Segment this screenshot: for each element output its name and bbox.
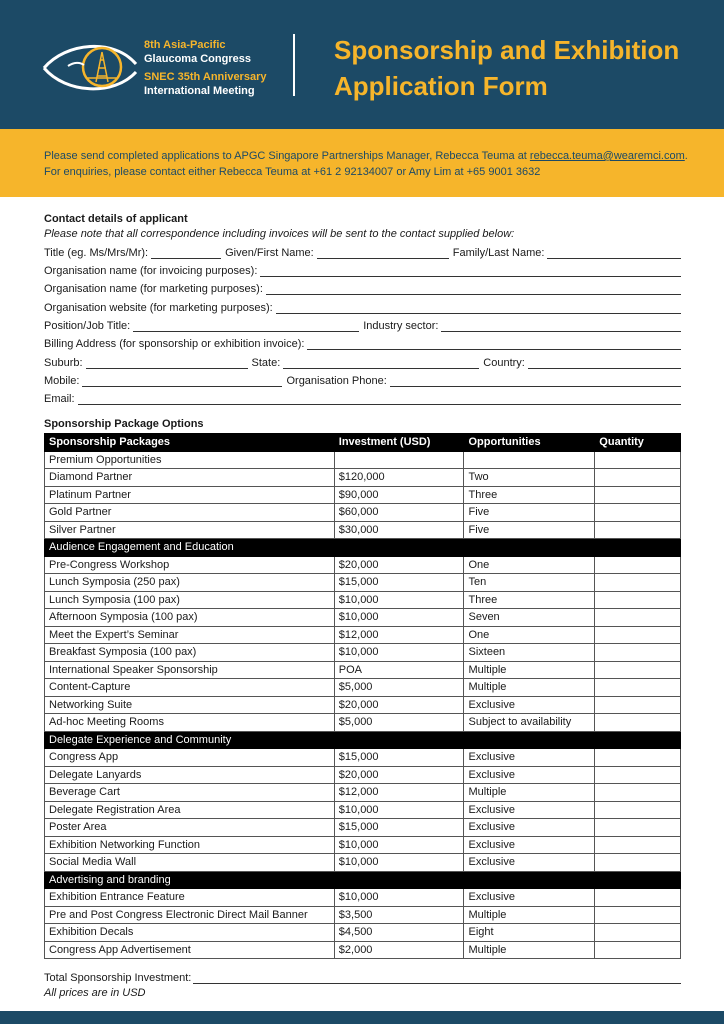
opportunities-cell: Multiple	[464, 941, 595, 959]
opportunities-cell: One	[464, 556, 595, 574]
investment-cell: $12,000	[334, 784, 464, 802]
investment-cell: $4,500	[334, 924, 464, 942]
total-row	[44, 968, 681, 984]
enquiries-text: For enquiries, please contact either Rebecca Teuma at +61 2 92134007 or Amy Lim at +65 9001 3632	[44, 166, 541, 178]
quantity-input-cell[interactable]	[595, 591, 681, 609]
category-label: Advertising and branding	[45, 871, 681, 889]
opportunities-cell: Two	[464, 469, 595, 487]
given-name-field[interactable]	[317, 247, 449, 259]
table-row	[45, 521, 681, 539]
empty-cell	[464, 451, 595, 469]
investment-cell: $10,000	[334, 644, 464, 662]
investment-cell: $5,000	[334, 679, 464, 697]
table-header-row	[45, 434, 681, 452]
quantity-input-cell[interactable]	[595, 504, 681, 522]
investment-cell: $5,000	[334, 714, 464, 732]
package-name-cell: Poster Area	[45, 819, 335, 837]
package-name-cell: Platinum Partner	[45, 486, 335, 504]
billing-row	[44, 334, 681, 350]
opportunities-cell: Three	[464, 591, 595, 609]
table-row	[45, 784, 681, 802]
table-row	[45, 644, 681, 662]
packages-heading: Sponsorship Package Options	[44, 418, 204, 430]
investment-cell: $15,000	[334, 574, 464, 592]
quantity-input-cell[interactable]	[595, 679, 681, 697]
quantity-input-cell[interactable]	[595, 906, 681, 924]
package-name-cell: Congress App	[45, 749, 335, 767]
title-line-1: Sponsorship and Exhibition	[334, 35, 680, 65]
email-label: Email:	[44, 393, 75, 405]
instructions-text	[44, 148, 704, 180]
total-label: Total Sponsorship Investment:	[44, 972, 192, 984]
opportunities-cell: One	[464, 626, 595, 644]
quantity-input-cell[interactable]	[595, 469, 681, 487]
package-name-cell: Exhibition Decals	[45, 924, 335, 942]
investment-cell: $20,000	[334, 766, 464, 784]
opportunities-cell: Exclusive	[464, 819, 595, 837]
org-marketing-row	[44, 279, 681, 295]
quantity-input-cell[interactable]	[595, 609, 681, 627]
quantity-input-cell[interactable]	[595, 819, 681, 837]
package-name-cell: Beverage Cart	[45, 784, 335, 802]
table-row	[45, 486, 681, 504]
table-row	[45, 609, 681, 627]
opportunities-cell: Exclusive	[464, 889, 595, 907]
quantity-input-cell[interactable]	[595, 766, 681, 784]
contact-email-link[interactable]: rebecca.teuma@wearemci.com	[529, 150, 685, 162]
event-name	[144, 39, 284, 98]
contact-heading: Contact details of applicant	[44, 213, 188, 225]
package-name-cell: Exhibition Entrance Feature	[45, 889, 335, 907]
page-header	[0, 0, 724, 129]
quantity-input-cell[interactable]	[595, 486, 681, 504]
quantity-input-cell[interactable]	[595, 801, 681, 819]
category-row	[45, 871, 681, 889]
title-field[interactable]	[151, 247, 221, 259]
address-row	[44, 353, 681, 369]
table-row	[45, 469, 681, 487]
package-name-cell: Lunch Symposia (100 pax)	[45, 591, 335, 609]
website-label: Organisation website (for marketing purposes):	[44, 302, 273, 314]
table-row	[45, 504, 681, 522]
opportunities-cell: Exclusive	[464, 836, 595, 854]
table-row	[45, 801, 681, 819]
opportunities-cell: Multiple	[464, 661, 595, 679]
quantity-input-cell[interactable]	[595, 626, 681, 644]
quantity-input-cell[interactable]	[595, 749, 681, 767]
col-quantity: Quantity	[595, 434, 681, 452]
packages-table	[44, 433, 681, 959]
position-label: Position/Job Title:	[44, 320, 131, 332]
quantity-input-cell[interactable]	[595, 836, 681, 854]
org-invoice-label: Organisation name (for invoicing purposes):	[44, 265, 258, 277]
opportunities-cell: Seven	[464, 609, 595, 627]
title-label: Title (eg. Ms/Mrs/Mr):	[44, 247, 149, 259]
state-field[interactable]	[283, 357, 479, 369]
table-row	[45, 749, 681, 767]
org-invoice-row	[44, 261, 681, 277]
country-label: Country:	[483, 357, 525, 369]
category-label: Audience Engagement and Education	[45, 539, 681, 557]
opportunities-cell: Three	[464, 486, 595, 504]
package-name-cell: Content-Capture	[45, 679, 335, 697]
table-row	[45, 889, 681, 907]
investment-cell: $10,000	[334, 609, 464, 627]
org-phone-label: Organisation Phone:	[286, 375, 387, 387]
event-line-2: Glaucoma Congress	[144, 52, 251, 65]
investment-cell: $15,000	[334, 819, 464, 837]
position-field[interactable]	[133, 320, 359, 332]
opportunities-cell: Ten	[464, 574, 595, 592]
package-name-cell: Delegate Lanyards	[45, 766, 335, 784]
family-name-label: Family/Last Name:	[452, 247, 545, 259]
category-label: Delegate Experience and Community	[45, 731, 681, 749]
opportunities-cell: Exclusive	[464, 766, 595, 784]
prices-note: All prices are in USD	[44, 987, 146, 999]
quantity-input-cell[interactable]	[595, 941, 681, 959]
package-name-cell: Gold Partner	[45, 504, 335, 522]
investment-cell: $12,000	[334, 626, 464, 644]
phone-row	[44, 371, 681, 387]
investment-cell: $10,000	[334, 801, 464, 819]
col-packages: Sponsorship Packages	[45, 434, 335, 452]
opportunities-cell: Five	[464, 504, 595, 522]
mobile-label: Mobile:	[44, 375, 80, 387]
package-name-cell: Networking Suite	[45, 696, 335, 714]
email-field[interactable]	[78, 393, 681, 405]
table-row	[45, 819, 681, 837]
package-name-cell: Diamond Partner	[45, 469, 335, 487]
package-name-cell: Exhibition Networking Function	[45, 836, 335, 854]
table-row	[45, 626, 681, 644]
investment-cell: $3,500	[334, 906, 464, 924]
package-name-cell: Pre-Congress Workshop	[45, 556, 335, 574]
billing-label: Billing Address (for sponsorship or exhibition invoice):	[44, 338, 305, 350]
opportunities-cell: Eight	[464, 924, 595, 942]
opportunities-cell: Subject to availability	[464, 714, 595, 732]
investment-cell: $120,000	[334, 469, 464, 487]
category-row	[45, 731, 681, 749]
table-row	[45, 556, 681, 574]
package-name-cell: Silver Partner	[45, 521, 335, 539]
org-marketing-field[interactable]	[266, 283, 681, 295]
quantity-input-cell[interactable]	[595, 644, 681, 662]
category-label: Premium Opportunities	[45, 451, 335, 469]
org-marketing-label: Organisation name (for marketing purposes):	[44, 283, 263, 295]
investment-cell: $10,000	[334, 591, 464, 609]
table-row	[45, 836, 681, 854]
package-name-cell: Meet the Expert’s Seminar	[45, 626, 335, 644]
opportunities-cell: Exclusive	[464, 696, 595, 714]
table-row	[45, 661, 681, 679]
packages-table-body	[45, 451, 681, 959]
position-row	[44, 316, 681, 332]
industry-label: Industry sector:	[363, 320, 439, 332]
table-row	[45, 679, 681, 697]
country-field[interactable]	[528, 357, 681, 369]
opportunities-cell: Sixteen	[464, 644, 595, 662]
header-divider	[293, 34, 295, 96]
package-name-cell: Breakfast Symposia (100 pax)	[45, 644, 335, 662]
table-row	[45, 941, 681, 959]
quantity-input-cell[interactable]	[595, 556, 681, 574]
opportunities-cell: Multiple	[464, 679, 595, 697]
email-row	[44, 389, 681, 405]
family-name-field[interactable]	[547, 247, 681, 259]
quantity-input-cell[interactable]	[595, 714, 681, 732]
investment-cell: $60,000	[334, 504, 464, 522]
name-row	[44, 243, 681, 259]
org-invoice-field[interactable]	[260, 265, 681, 277]
event-line-3: SNEC 35th Anniversary	[144, 71, 267, 83]
table-row	[45, 854, 681, 872]
investment-cell: $2,000	[334, 941, 464, 959]
table-row	[45, 591, 681, 609]
quantity-input-cell[interactable]	[595, 574, 681, 592]
quantity-input-cell[interactable]	[595, 889, 681, 907]
quantity-input-cell[interactable]	[595, 696, 681, 714]
total-field[interactable]	[193, 972, 681, 984]
opportunities-cell: Exclusive	[464, 749, 595, 767]
table-row	[45, 696, 681, 714]
investment-cell: $15,000	[334, 749, 464, 767]
opportunities-cell: Exclusive	[464, 801, 595, 819]
col-investment: Investment (USD)	[334, 434, 464, 452]
package-name-cell: Congress App Advertisement	[45, 941, 335, 959]
instructions-suffix: .	[684, 150, 688, 162]
website-field[interactable]	[276, 302, 681, 314]
table-row	[45, 924, 681, 942]
package-name-cell: Delegate Registration Area	[45, 801, 335, 819]
quantity-input-cell[interactable]	[595, 521, 681, 539]
quantity-input-cell[interactable]	[595, 784, 681, 802]
event-line-4: International Meeting	[144, 84, 255, 97]
investment-cell: $10,000	[334, 889, 464, 907]
page-title	[334, 32, 714, 104]
investment-cell: $20,000	[334, 556, 464, 574]
empty-cell	[334, 451, 464, 469]
instructions-prefix: Please send completed applications to APGC Singapore Partnerships Manager, Rebecca Teuma at	[44, 150, 530, 162]
billing-field[interactable]	[307, 338, 681, 350]
table-row	[45, 574, 681, 592]
table-row	[45, 906, 681, 924]
website-row	[44, 298, 681, 314]
opportunities-cell: Multiple	[464, 784, 595, 802]
opportunities-cell: Multiple	[464, 906, 595, 924]
investment-cell: $90,000	[334, 486, 464, 504]
table-row	[45, 714, 681, 732]
investment-cell: POA	[334, 661, 464, 679]
quantity-input-cell[interactable]	[595, 854, 681, 872]
category-row	[45, 539, 681, 557]
footer-bar	[0, 1011, 724, 1024]
suburb-label: Suburb:	[44, 357, 83, 369]
contact-note: Please note that all correspondence including invoices will be sent to the contact supplied below:	[44, 228, 515, 240]
investment-cell: $10,000	[334, 854, 464, 872]
package-name-cell: Ad-hoc Meeting Rooms	[45, 714, 335, 732]
opportunities-cell: Five	[464, 521, 595, 539]
congress-logo	[40, 34, 140, 98]
table-row	[45, 766, 681, 784]
package-name-cell: Social Media Wall	[45, 854, 335, 872]
event-line-1: 8th Asia-Pacific	[144, 39, 226, 51]
state-label: State:	[251, 357, 281, 369]
suburb-field[interactable]	[86, 357, 248, 369]
package-name-cell: Afternoon Symposia (100 pax)	[45, 609, 335, 627]
eye-logo-icon	[40, 34, 140, 98]
opportunities-cell: Exclusive	[464, 854, 595, 872]
empty-cell	[595, 451, 681, 469]
org-phone-field[interactable]	[390, 375, 681, 387]
investment-cell: $30,000	[334, 521, 464, 539]
col-opportunities: Opportunities	[464, 434, 595, 452]
mobile-field[interactable]	[82, 375, 282, 387]
category-row	[45, 451, 681, 469]
investment-cell: $10,000	[334, 836, 464, 854]
quantity-input-cell[interactable]	[595, 924, 681, 942]
investment-cell: $20,000	[334, 696, 464, 714]
quantity-input-cell[interactable]	[595, 661, 681, 679]
package-name-cell: International Speaker Sponsorship	[45, 661, 335, 679]
title-line-2: Application Form	[334, 71, 548, 101]
package-name-cell: Lunch Symposia (250 pax)	[45, 574, 335, 592]
package-name-cell: Pre and Post Congress Electronic Direct Mail Banner	[45, 906, 335, 924]
given-name-label: Given/First Name:	[225, 247, 314, 259]
industry-field[interactable]	[441, 320, 681, 332]
